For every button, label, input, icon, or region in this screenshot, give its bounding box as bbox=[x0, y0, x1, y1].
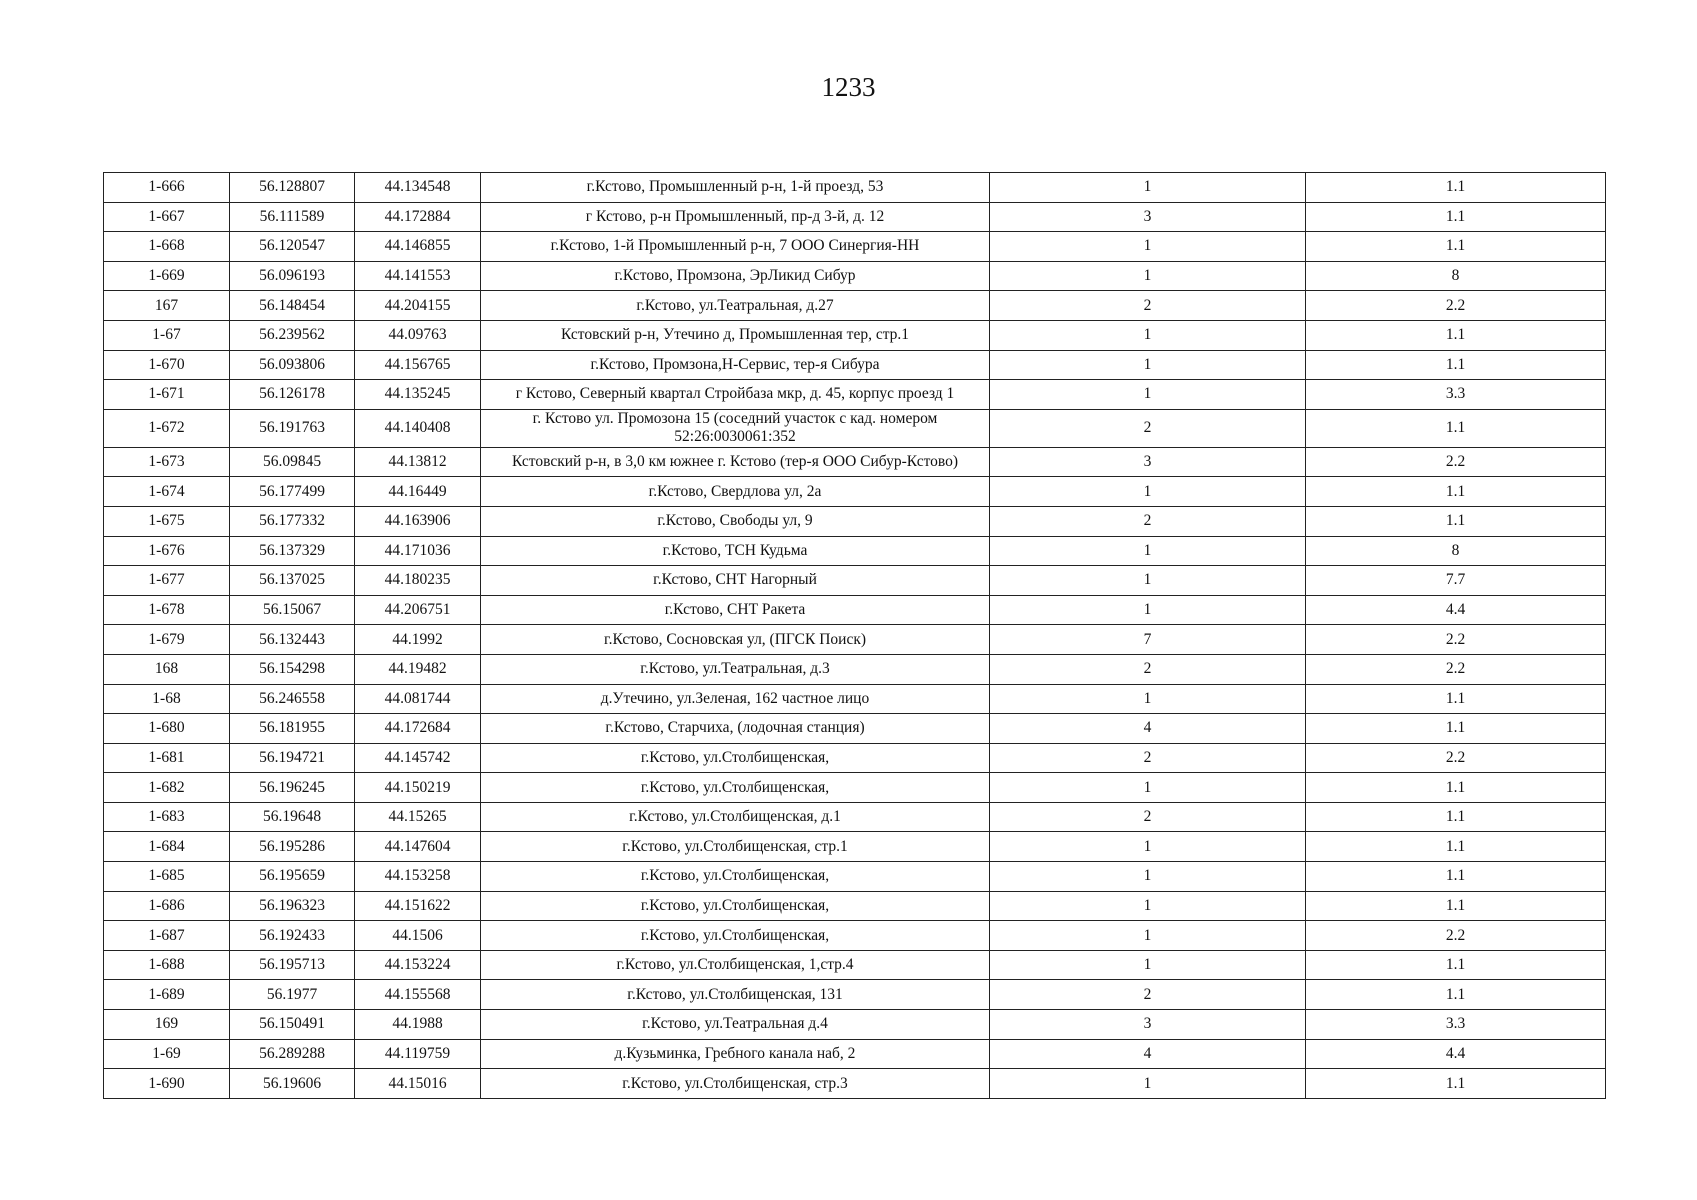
count-cell: 4 bbox=[990, 1039, 1306, 1069]
latitude-cell: 56.148454 bbox=[230, 291, 355, 321]
id-cell: 1-680 bbox=[104, 714, 230, 744]
value-cell: 2.2 bbox=[1306, 921, 1606, 951]
longitude-cell: 44.155568 bbox=[355, 980, 481, 1010]
latitude-cell: 56.111589 bbox=[230, 202, 355, 232]
table-row bbox=[104, 380, 1606, 410]
latitude-cell: 56.289288 bbox=[230, 1039, 355, 1069]
id-cell: 1-666 bbox=[104, 173, 230, 203]
count-cell: 1 bbox=[990, 173, 1306, 203]
count-cell: 1 bbox=[990, 862, 1306, 892]
longitude-cell: 44.153224 bbox=[355, 950, 481, 980]
value-cell: 1.1 bbox=[1306, 802, 1606, 832]
count-cell: 3 bbox=[990, 1010, 1306, 1040]
id-cell: 1-679 bbox=[104, 625, 230, 655]
address-cell: Кстовский р-н, в 3,0 км южнее г. Кстово (тер-я ООО Сибур-Кстово) bbox=[481, 447, 990, 477]
latitude-cell: 56.150491 bbox=[230, 1010, 355, 1040]
latitude-cell: 56.177332 bbox=[230, 506, 355, 536]
value-cell: 4.4 bbox=[1306, 595, 1606, 625]
table-row bbox=[104, 409, 1606, 447]
count-cell: 1 bbox=[990, 380, 1306, 410]
count-cell: 1 bbox=[990, 921, 1306, 951]
latitude-cell: 56.191763 bbox=[230, 409, 355, 447]
count-cell: 1 bbox=[990, 684, 1306, 714]
count-cell: 1 bbox=[990, 232, 1306, 262]
table-row bbox=[104, 1010, 1606, 1040]
value-cell: 3.3 bbox=[1306, 1010, 1606, 1040]
table-row bbox=[104, 980, 1606, 1010]
latitude-cell: 56.15067 bbox=[230, 595, 355, 625]
id-cell: 1-678 bbox=[104, 595, 230, 625]
id-cell: 1-688 bbox=[104, 950, 230, 980]
count-cell: 1 bbox=[990, 261, 1306, 291]
value-cell: 1.1 bbox=[1306, 409, 1606, 447]
address-cell: г.Кстово, ул.Столбищенская, 131 bbox=[481, 980, 990, 1010]
id-cell: 1-668 bbox=[104, 232, 230, 262]
address-cell: г.Кстово, ул.Театральная, д.3 bbox=[481, 654, 990, 684]
value-cell: 7.7 bbox=[1306, 566, 1606, 596]
count-cell: 1 bbox=[990, 1069, 1306, 1099]
id-cell: 1-667 bbox=[104, 202, 230, 232]
id-cell: 1-67 bbox=[104, 320, 230, 350]
count-cell: 1 bbox=[990, 566, 1306, 596]
value-cell: 3.3 bbox=[1306, 380, 1606, 410]
address-cell: г.Кстово, ул.Столбищенская, bbox=[481, 773, 990, 803]
id-cell: 1-674 bbox=[104, 477, 230, 507]
count-cell: 3 bbox=[990, 447, 1306, 477]
latitude-cell: 56.177499 bbox=[230, 477, 355, 507]
id-cell: 1-670 bbox=[104, 350, 230, 380]
count-cell: 1 bbox=[990, 891, 1306, 921]
longitude-cell: 44.153258 bbox=[355, 862, 481, 892]
value-cell: 1.1 bbox=[1306, 173, 1606, 203]
id-cell: 1-690 bbox=[104, 1069, 230, 1099]
latitude-cell: 56.195713 bbox=[230, 950, 355, 980]
address-cell: г.Кстово, СНТ Ракета bbox=[481, 595, 990, 625]
table-row bbox=[104, 202, 1606, 232]
latitude-cell: 56.126178 bbox=[230, 380, 355, 410]
count-cell: 2 bbox=[990, 743, 1306, 773]
value-cell: 1.1 bbox=[1306, 950, 1606, 980]
table-row bbox=[104, 536, 1606, 566]
address-cell: г.Кстово, ул.Столбищенская, bbox=[481, 862, 990, 892]
address-cell: г. Кстово ул. Промозона 15 (соседний участок с кад. номером 52:26:0030061:352 bbox=[481, 409, 990, 447]
id-cell: 1-675 bbox=[104, 506, 230, 536]
longitude-cell: 44.1988 bbox=[355, 1010, 481, 1040]
table-row bbox=[104, 350, 1606, 380]
count-cell: 1 bbox=[990, 950, 1306, 980]
address-cell: г.Кстово, ул.Столбищенская, 1,стр.4 bbox=[481, 950, 990, 980]
address-cell: г.Кстово, ул.Столбищенская, bbox=[481, 891, 990, 921]
table-row bbox=[104, 477, 1606, 507]
longitude-cell: 44.16449 bbox=[355, 477, 481, 507]
id-cell: 1-672 bbox=[104, 409, 230, 447]
longitude-cell: 44.147604 bbox=[355, 832, 481, 862]
id-cell: 1-684 bbox=[104, 832, 230, 862]
longitude-cell: 44.150219 bbox=[355, 773, 481, 803]
table-row bbox=[104, 773, 1606, 803]
count-cell: 1 bbox=[990, 320, 1306, 350]
value-cell: 8 bbox=[1306, 261, 1606, 291]
id-cell: 1-673 bbox=[104, 447, 230, 477]
longitude-cell: 44.145742 bbox=[355, 743, 481, 773]
longitude-cell: 44.163906 bbox=[355, 506, 481, 536]
latitude-cell: 56.154298 bbox=[230, 654, 355, 684]
table-row bbox=[104, 832, 1606, 862]
longitude-cell: 44.09763 bbox=[355, 320, 481, 350]
page-number: 1233 bbox=[821, 72, 876, 102]
longitude-cell: 44.172884 bbox=[355, 202, 481, 232]
longitude-cell: 44.204155 bbox=[355, 291, 481, 321]
latitude-cell: 56.128807 bbox=[230, 173, 355, 203]
value-cell: 8 bbox=[1306, 536, 1606, 566]
latitude-cell: 56.19606 bbox=[230, 1069, 355, 1099]
id-cell: 1-686 bbox=[104, 891, 230, 921]
address-cell: г.Кстово, ТСН Кудьма bbox=[481, 536, 990, 566]
address-cell: г.Кстово, ул.Столбищенская, стр.1 bbox=[481, 832, 990, 862]
id-cell: 1-677 bbox=[104, 566, 230, 596]
id-cell: 1-676 bbox=[104, 536, 230, 566]
table-row bbox=[104, 506, 1606, 536]
table-row bbox=[104, 1069, 1606, 1099]
address-cell: г.Кстово, 1-й Промышленный р-н, 7 ООО Синергия-НН bbox=[481, 232, 990, 262]
id-cell: 1-689 bbox=[104, 980, 230, 1010]
table-row bbox=[104, 625, 1606, 655]
value-cell: 2.2 bbox=[1306, 743, 1606, 773]
address-cell: г.Кстово, Свободы ул, 9 bbox=[481, 506, 990, 536]
longitude-cell: 44.172684 bbox=[355, 714, 481, 744]
table-row bbox=[104, 654, 1606, 684]
address-cell: г.Кстово, Старчиха, (лодочная станция) bbox=[481, 714, 990, 744]
longitude-cell: 44.081744 bbox=[355, 684, 481, 714]
latitude-cell: 56.096193 bbox=[230, 261, 355, 291]
id-cell: 1-671 bbox=[104, 380, 230, 410]
address-cell: Кстовский р-н, Утечино д, Промышленная тер, стр.1 bbox=[481, 320, 990, 350]
latitude-cell: 56.137329 bbox=[230, 536, 355, 566]
longitude-cell: 44.19482 bbox=[355, 654, 481, 684]
address-cell: г.Кстово, СНТ Нагорный bbox=[481, 566, 990, 596]
longitude-cell: 44.140408 bbox=[355, 409, 481, 447]
address-cell: д.Утечино, ул.Зеленая, 162 частное лицо bbox=[481, 684, 990, 714]
longitude-cell: 44.135245 bbox=[355, 380, 481, 410]
table-row bbox=[104, 891, 1606, 921]
address-cell: г.Кстово, Промышленный р-н, 1-й проезд, 53 bbox=[481, 173, 990, 203]
count-cell: 1 bbox=[990, 477, 1306, 507]
latitude-cell: 56.195286 bbox=[230, 832, 355, 862]
count-cell: 4 bbox=[990, 714, 1306, 744]
latitude-cell: 56.194721 bbox=[230, 743, 355, 773]
table-row bbox=[104, 1039, 1606, 1069]
latitude-cell: 56.192433 bbox=[230, 921, 355, 951]
id-cell: 168 bbox=[104, 654, 230, 684]
address-cell: г.Кстово, ул.Театральная, д.27 bbox=[481, 291, 990, 321]
address-cell: г.Кстово, Свердлова ул, 2а bbox=[481, 477, 990, 507]
value-cell: 1.1 bbox=[1306, 684, 1606, 714]
table-row bbox=[104, 684, 1606, 714]
address-cell: г Кстово, р-н Промышленный, пр-д 3-й, д. 12 bbox=[481, 202, 990, 232]
longitude-cell: 44.13812 bbox=[355, 447, 481, 477]
address-cell: г.Кстово, ул.Столбищенская, bbox=[481, 743, 990, 773]
longitude-cell: 44.156765 bbox=[355, 350, 481, 380]
value-cell: 1.1 bbox=[1306, 980, 1606, 1010]
latitude-cell: 56.246558 bbox=[230, 684, 355, 714]
count-cell: 1 bbox=[990, 350, 1306, 380]
id-cell: 169 bbox=[104, 1010, 230, 1040]
address-cell: г.Кстово, Сосновская ул, (ПГСК Поиск) bbox=[481, 625, 990, 655]
longitude-cell: 44.1992 bbox=[355, 625, 481, 655]
address-cell: д.Кузьминка, Гребного канала наб, 2 bbox=[481, 1039, 990, 1069]
value-cell: 2.2 bbox=[1306, 447, 1606, 477]
count-cell: 2 bbox=[990, 654, 1306, 684]
count-cell: 2 bbox=[990, 506, 1306, 536]
longitude-cell: 44.171036 bbox=[355, 536, 481, 566]
value-cell: 2.2 bbox=[1306, 654, 1606, 684]
value-cell: 1.1 bbox=[1306, 1069, 1606, 1099]
address-cell: г.Кстово, ул.Столбищенская, стр.3 bbox=[481, 1069, 990, 1099]
longitude-cell: 44.146855 bbox=[355, 232, 481, 262]
count-cell: 2 bbox=[990, 980, 1306, 1010]
table-row bbox=[104, 566, 1606, 596]
latitude-cell: 56.120547 bbox=[230, 232, 355, 262]
id-cell: 1-681 bbox=[104, 743, 230, 773]
value-cell: 1.1 bbox=[1306, 832, 1606, 862]
count-cell: 2 bbox=[990, 409, 1306, 447]
table-row bbox=[104, 595, 1606, 625]
table-row bbox=[104, 261, 1606, 291]
data-table bbox=[103, 172, 1606, 1099]
latitude-cell: 56.19648 bbox=[230, 802, 355, 832]
id-cell: 1-69 bbox=[104, 1039, 230, 1069]
table-row bbox=[104, 950, 1606, 980]
id-cell: 1-685 bbox=[104, 862, 230, 892]
id-cell: 1-669 bbox=[104, 261, 230, 291]
table-row bbox=[104, 743, 1606, 773]
latitude-cell: 56.093806 bbox=[230, 350, 355, 380]
latitude-cell: 56.132443 bbox=[230, 625, 355, 655]
table-row bbox=[104, 232, 1606, 262]
latitude-cell: 56.1977 bbox=[230, 980, 355, 1010]
table-row bbox=[104, 320, 1606, 350]
value-cell: 1.1 bbox=[1306, 202, 1606, 232]
table-row bbox=[104, 714, 1606, 744]
address-cell: г.Кстово, Промзона, ЭрЛикид Сибур bbox=[481, 261, 990, 291]
latitude-cell: 56.196245 bbox=[230, 773, 355, 803]
id-cell: 1-68 bbox=[104, 684, 230, 714]
count-cell: 2 bbox=[990, 291, 1306, 321]
count-cell: 7 bbox=[990, 625, 1306, 655]
table-row bbox=[104, 862, 1606, 892]
value-cell: 1.1 bbox=[1306, 773, 1606, 803]
table-row bbox=[104, 447, 1606, 477]
count-cell: 2 bbox=[990, 802, 1306, 832]
address-cell: г.Кстово, ул.Столбищенская, bbox=[481, 921, 990, 951]
table-row bbox=[104, 921, 1606, 951]
count-cell: 3 bbox=[990, 202, 1306, 232]
address-cell: г.Кстово, ул.Театральная д.4 bbox=[481, 1010, 990, 1040]
latitude-cell: 56.09845 bbox=[230, 447, 355, 477]
value-cell: 4.4 bbox=[1306, 1039, 1606, 1069]
id-cell: 1-687 bbox=[104, 921, 230, 951]
id-cell: 1-682 bbox=[104, 773, 230, 803]
count-cell: 1 bbox=[990, 536, 1306, 566]
address-cell: г.Кстово, ул.Столбищенская, д.1 bbox=[481, 802, 990, 832]
value-cell: 1.1 bbox=[1306, 350, 1606, 380]
id-cell: 167 bbox=[104, 291, 230, 321]
latitude-cell: 56.195659 bbox=[230, 862, 355, 892]
value-cell: 2.2 bbox=[1306, 625, 1606, 655]
table-row bbox=[104, 173, 1606, 203]
address-cell: г.Кстово, Промзона,Н-Сервис, тер-я Сибура bbox=[481, 350, 990, 380]
latitude-cell: 56.239562 bbox=[230, 320, 355, 350]
value-cell: 1.1 bbox=[1306, 232, 1606, 262]
table-row bbox=[104, 802, 1606, 832]
longitude-cell: 44.15016 bbox=[355, 1069, 481, 1099]
id-cell: 1-683 bbox=[104, 802, 230, 832]
value-cell: 1.1 bbox=[1306, 477, 1606, 507]
count-cell: 1 bbox=[990, 773, 1306, 803]
longitude-cell: 44.180235 bbox=[355, 566, 481, 596]
value-cell: 1.1 bbox=[1306, 506, 1606, 536]
longitude-cell: 44.206751 bbox=[355, 595, 481, 625]
longitude-cell: 44.141553 bbox=[355, 261, 481, 291]
value-cell: 2.2 bbox=[1306, 291, 1606, 321]
count-cell: 1 bbox=[990, 595, 1306, 625]
longitude-cell: 44.1506 bbox=[355, 921, 481, 951]
count-cell: 1 bbox=[990, 832, 1306, 862]
longitude-cell: 44.151622 bbox=[355, 891, 481, 921]
longitude-cell: 44.134548 bbox=[355, 173, 481, 203]
address-cell: г Кстово, Северный квартал Стройбаза мкр, д. 45, корпус проезд 1 bbox=[481, 380, 990, 410]
table-row bbox=[104, 291, 1606, 321]
value-cell: 1.1 bbox=[1306, 862, 1606, 892]
longitude-cell: 44.15265 bbox=[355, 802, 481, 832]
longitude-cell: 44.119759 bbox=[355, 1039, 481, 1069]
latitude-cell: 56.181955 bbox=[230, 714, 355, 744]
latitude-cell: 56.196323 bbox=[230, 891, 355, 921]
table-body bbox=[104, 173, 1606, 1099]
latitude-cell: 56.137025 bbox=[230, 566, 355, 596]
value-cell: 1.1 bbox=[1306, 320, 1606, 350]
value-cell: 1.1 bbox=[1306, 714, 1606, 744]
value-cell: 1.1 bbox=[1306, 891, 1606, 921]
